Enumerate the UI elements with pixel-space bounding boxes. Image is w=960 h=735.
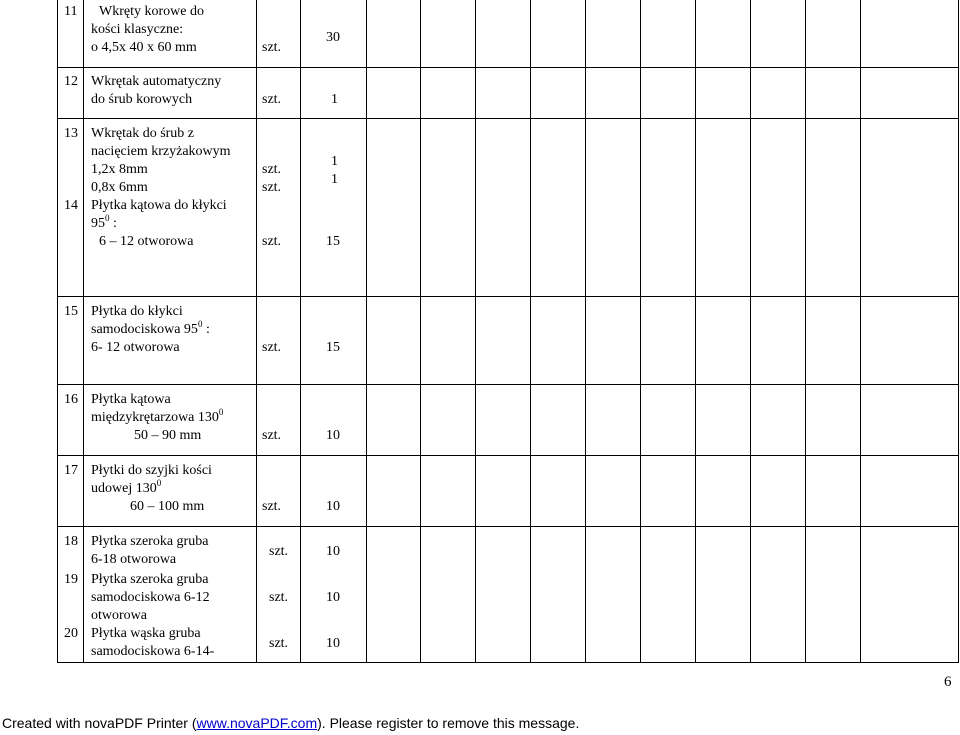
row-number: 19 — [64, 572, 78, 587]
item-name-line: samodociskowa $95^0$ : — [91, 319, 210, 337]
unit-cell: szt. — [262, 92, 282, 107]
item-name-line: do śrub korowych — [91, 92, 193, 107]
quantity-cell: 10 — [326, 544, 340, 559]
unit-cell: szt. — [269, 590, 289, 605]
footer-suffix: ). Please register to remove this message. — [317, 715, 580, 731]
item-name-line: samodociskowa 6-12 — [91, 590, 210, 605]
quantity-cell: 1 — [331, 172, 338, 187]
unit-cell: szt. — [269, 544, 289, 559]
item-name-line: Płytka szeroka gruba — [91, 534, 209, 549]
item-name-line: Płytka szeroka gruba — [91, 572, 209, 587]
unit-cell: szt. — [262, 499, 282, 514]
row-number: 17 — [64, 463, 78, 478]
quantity-cell: 10 — [326, 428, 340, 443]
item-name-line: 6-18 otworowa — [91, 552, 177, 567]
item-name-line: nacięciem krzyżakowym — [91, 144, 231, 159]
row-number: 16 — [64, 392, 78, 407]
unit-cell: szt. — [262, 234, 282, 249]
item-name-line: 6- 12 otworowa — [91, 340, 180, 355]
pdf-printer-footer — [2, 715, 579, 731]
row-number: 12 — [64, 74, 78, 89]
item-name-line: Płytka kątowa do kłykci — [91, 198, 227, 213]
item-name-line: o 4,5x 40 x 60 mm — [91, 40, 197, 55]
item-name-line: 1,2x 8mm — [91, 162, 148, 177]
item-name-line: międzykrętarzowa $130^0$ — [91, 407, 224, 425]
novapdf-link[interactable]: www.novaPDF.com — [196, 715, 318, 731]
quantity-cell: 1 — [331, 154, 338, 169]
footer-prefix: Created with novaPDF Printer ( — [2, 715, 197, 731]
item-name-line: Płytka do kłykci — [91, 304, 183, 319]
row-number: 15 — [64, 304, 78, 319]
page-number: 6 — [944, 674, 952, 690]
unit-cell: szt. — [269, 636, 289, 651]
unit-cell: szt. — [262, 40, 282, 55]
item-name-line: kości klasyczne: — [91, 22, 184, 37]
item-name-line: Płytka wąska gruba — [91, 626, 201, 641]
unit-cell: szt. — [262, 428, 282, 443]
quantity-cell: 1 — [331, 92, 338, 107]
quantity-cell: 10 — [326, 499, 340, 514]
row-number: 20 — [64, 626, 78, 641]
item-name-line: 0,8x 6mm — [91, 180, 148, 195]
item-name-line: 6 – 12 otworowa — [99, 234, 194, 249]
quantity-cell: 15 — [326, 340, 340, 355]
item-name-line: samodociskowa 6-14- — [91, 644, 215, 659]
row-number: 18 — [64, 534, 78, 549]
unit-cell: szt. — [262, 162, 282, 177]
unit-cell: szt. — [262, 180, 282, 195]
quantity-cell: 30 — [326, 30, 340, 45]
row-number: 13 — [64, 126, 78, 141]
item-name-line: Wkrętak do śrub z — [91, 126, 195, 141]
item-name-line: Płytki do szyjki kości — [91, 463, 212, 478]
item-name-line: 50 – 90 mm — [134, 428, 202, 443]
item-name-line: udowej $130^0$ — [91, 478, 162, 496]
row-number: 14 — [64, 198, 78, 213]
item-name-line: Wkręty korowe do — [99, 4, 204, 19]
row-number: 11 — [64, 4, 78, 19]
quantity-cell: 15 — [326, 234, 340, 249]
item-name-line: 60 – 100 mm — [130, 499, 205, 514]
item-name-line: Płytka kątowa — [91, 392, 171, 407]
item-name-line: otworowa — [91, 608, 147, 623]
item-name-line: $95^0$ : — [91, 213, 117, 231]
unit-cell: szt. — [262, 340, 282, 355]
item-name-line: Wkrętak automatyczny — [91, 74, 222, 89]
quantity-cell: 10 — [326, 636, 340, 651]
quantity-cell: 10 — [326, 590, 340, 605]
